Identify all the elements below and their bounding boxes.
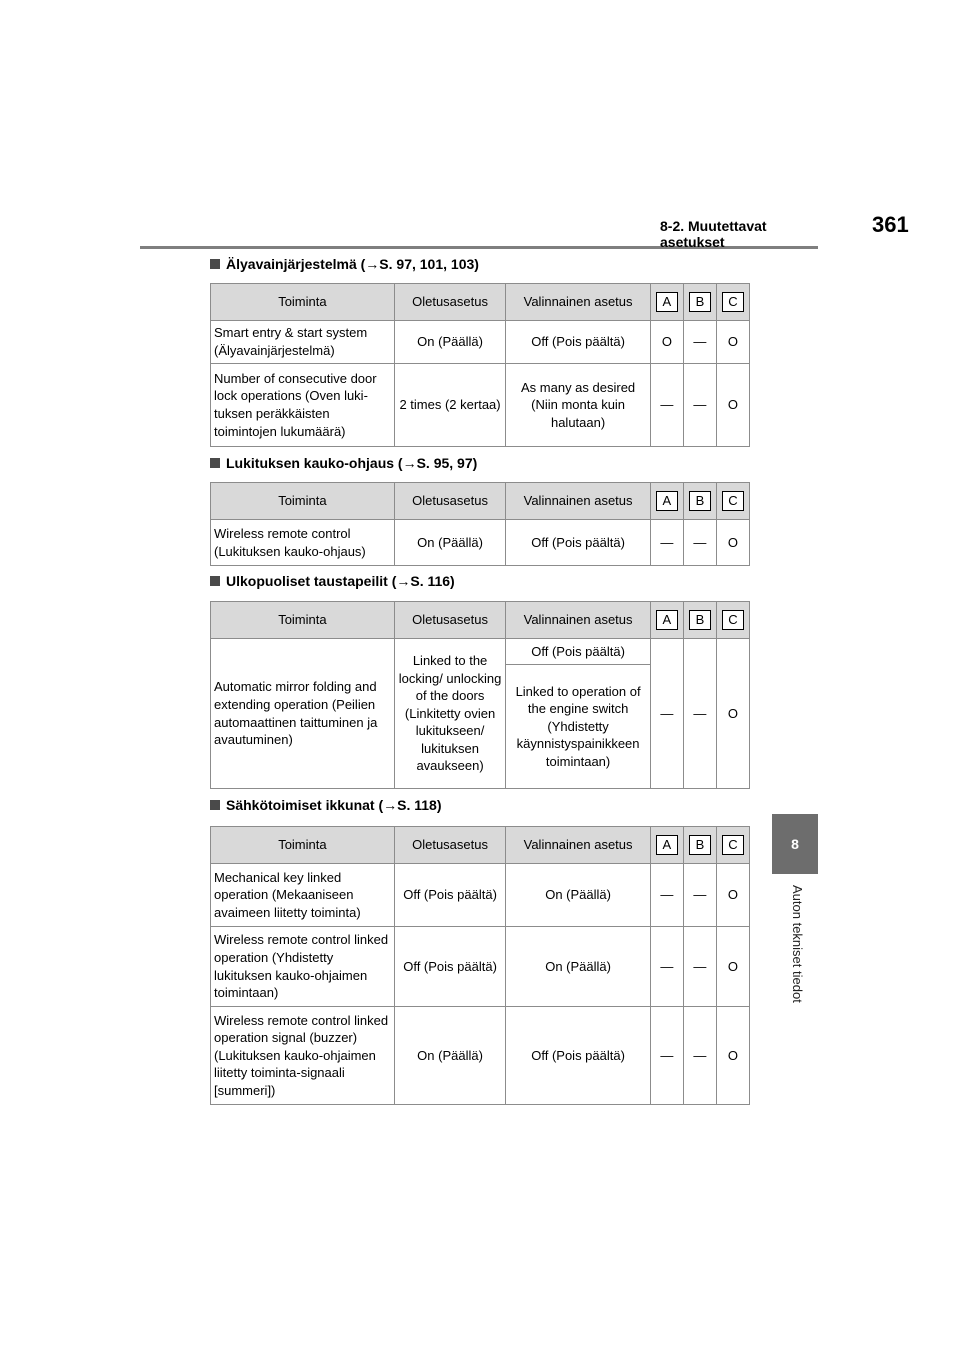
cell-optional: Off (Pois päältä) <box>506 520 651 566</box>
cell-c: O <box>716 364 749 447</box>
page-header <box>140 212 909 250</box>
chapter-number: 8 <box>791 836 799 852</box>
header-c <box>716 827 749 864</box>
cell-a: — <box>650 864 683 927</box>
cell-optional: As many as desired (Niin monta kuin halutaan) <box>506 364 651 447</box>
cell-optional: Off (Pois päältä) <box>506 1007 651 1105</box>
cell-b: — <box>683 321 716 364</box>
cell-optional-1: Off (Pois päältä) <box>506 639 651 665</box>
header-default: Oletusasetus <box>394 284 506 321</box>
header-optional: Valinnainen asetus <box>506 483 651 520</box>
cell-default: Linked to the locking/ unlocking of the doors (Linkitetty ovien lukitukseen/ lukituksen avaukseen) <box>394 639 506 789</box>
cell-b: — <box>683 364 716 447</box>
c-badge: C <box>722 491 744 511</box>
cell-a: — <box>650 927 683 1007</box>
section-title-mirrors <box>210 573 455 589</box>
header-default: Oletusasetus <box>394 827 506 864</box>
table-header-row <box>211 483 750 520</box>
section-title-text: Lukituksen kauko-ohjaus (→S. 95, 97) <box>226 455 478 471</box>
cell-function: Automatic mirror folding and extending operation (Peilien automaattinen taittuminen ja avautuminen) <box>211 639 395 789</box>
section-title-text: Älyavainjärjestelmä (→S. 97, 101, 103) <box>226 256 479 272</box>
a-badge: A <box>656 491 678 511</box>
cell-b: — <box>683 639 716 789</box>
b-badge: B <box>689 835 711 855</box>
section-title-text: Sähkötoimiset ikkunat (→S. 118) <box>226 797 442 813</box>
a-badge: A <box>656 610 678 630</box>
settings-table-remote-control <box>210 482 750 566</box>
square-bullet-icon <box>210 800 220 810</box>
cell-default: On (Päällä) <box>394 1007 506 1105</box>
header-c <box>716 602 749 639</box>
square-bullet-icon <box>210 259 220 269</box>
table-header-row <box>211 827 750 864</box>
table-header-row <box>211 284 750 321</box>
b-badge: B <box>689 610 711 630</box>
cell-default: On (Päällä) <box>394 321 506 364</box>
cell-a: — <box>650 364 683 447</box>
cell-function: Mechanical key linked operation (Mekaaniseen avaimeen liitetty toiminta) <box>211 864 395 927</box>
settings-table-mirrors <box>210 601 750 789</box>
header-a <box>650 284 683 321</box>
table-row <box>211 1007 750 1105</box>
cell-default: On (Päällä) <box>394 520 506 566</box>
header-b <box>683 602 716 639</box>
cell-a: O <box>650 321 683 364</box>
header-function: Toiminta <box>211 483 395 520</box>
cell-function: Wireless remote control linked operation (Yhdistetty lukituksen kauko-ohjaimen toimintaan) <box>211 927 395 1007</box>
c-badge: C <box>722 610 744 630</box>
table-row <box>211 639 750 665</box>
cell-a: — <box>650 639 683 789</box>
cell-b: — <box>683 1007 716 1105</box>
header-optional: Valinnainen asetus <box>506 602 651 639</box>
cell-a: — <box>650 520 683 566</box>
header-c <box>716 284 749 321</box>
cell-optional: On (Päällä) <box>506 864 651 927</box>
table-row <box>211 364 750 447</box>
cell-function: Smart entry & start system (Älyavainjärjestelmä) <box>211 321 395 364</box>
header-a <box>650 483 683 520</box>
cell-function: Number of consecutive door lock operations (Oven luki-tuksen peräkkäisten toimintojen lukumäärä) <box>211 364 395 447</box>
c-badge: C <box>722 835 744 855</box>
cell-c: O <box>716 321 749 364</box>
cell-function: Wireless remote control linked operation signal (buzzer) (Lukituksen kauko-ohjaimen liitetty toiminta-signaali [summeri]) <box>211 1007 395 1105</box>
header-function: Toiminta <box>211 827 395 864</box>
header-b <box>683 483 716 520</box>
header-c <box>716 483 749 520</box>
chapter-tab[interactable] <box>772 814 818 874</box>
cell-optional: On (Päällä) <box>506 927 651 1007</box>
cell-default: 2 times (2 kertaa) <box>394 364 506 447</box>
cell-b: — <box>683 927 716 1007</box>
cell-function: Wireless remote control (Lukituksen kauko-ohjaus) <box>211 520 395 566</box>
a-badge: A <box>656 292 678 312</box>
c-badge: C <box>722 292 744 312</box>
header-a <box>650 602 683 639</box>
settings-table-smart-entry <box>210 283 750 447</box>
settings-table-windows <box>210 826 750 1105</box>
table-row <box>211 321 750 364</box>
cell-optional-2: Linked to operation of the engine switch (Yhdistetty käynnistyspainikkeen toimintaan) <box>506 665 651 789</box>
cell-default: Off (Pois päältä) <box>394 864 506 927</box>
table-row <box>211 864 750 927</box>
section-label: 8-2. Muutettavat asetukset <box>660 218 767 250</box>
cell-b: — <box>683 864 716 927</box>
table-row <box>211 927 750 1007</box>
header-b <box>683 827 716 864</box>
section-title-windows <box>210 797 442 813</box>
header-default: Oletusasetus <box>394 602 506 639</box>
header-function: Toiminta <box>211 284 395 321</box>
table-row <box>211 520 750 566</box>
header-default: Oletusasetus <box>394 483 506 520</box>
table-header-row <box>211 602 750 639</box>
a-badge: A <box>656 835 678 855</box>
header-function: Toiminta <box>211 602 395 639</box>
b-badge: B <box>689 292 711 312</box>
chapter-label: Auton tekniset tiedot <box>790 885 805 1003</box>
page-number: 361 <box>872 212 909 237</box>
square-bullet-icon <box>210 458 220 468</box>
header-b <box>683 284 716 321</box>
cell-c: O <box>716 864 749 927</box>
section-title-smart-entry <box>210 256 479 272</box>
cell-c: O <box>716 639 749 789</box>
b-badge: B <box>689 491 711 511</box>
section-title-remote-control <box>210 455 477 471</box>
cell-c: O <box>716 1007 749 1105</box>
header-a <box>650 827 683 864</box>
header-optional: Valinnainen asetus <box>506 284 651 321</box>
cell-default: Off (Pois päältä) <box>394 927 506 1007</box>
section-title-text: Ulkopuoliset taustapeilit (→S. 116) <box>226 573 455 589</box>
cell-c: O <box>716 520 749 566</box>
cell-optional: Off (Pois päältä) <box>506 321 651 364</box>
header-optional: Valinnainen asetus <box>506 827 651 864</box>
cell-c: O <box>716 927 749 1007</box>
cell-a: — <box>650 1007 683 1105</box>
cell-b: — <box>683 520 716 566</box>
square-bullet-icon <box>210 576 220 586</box>
